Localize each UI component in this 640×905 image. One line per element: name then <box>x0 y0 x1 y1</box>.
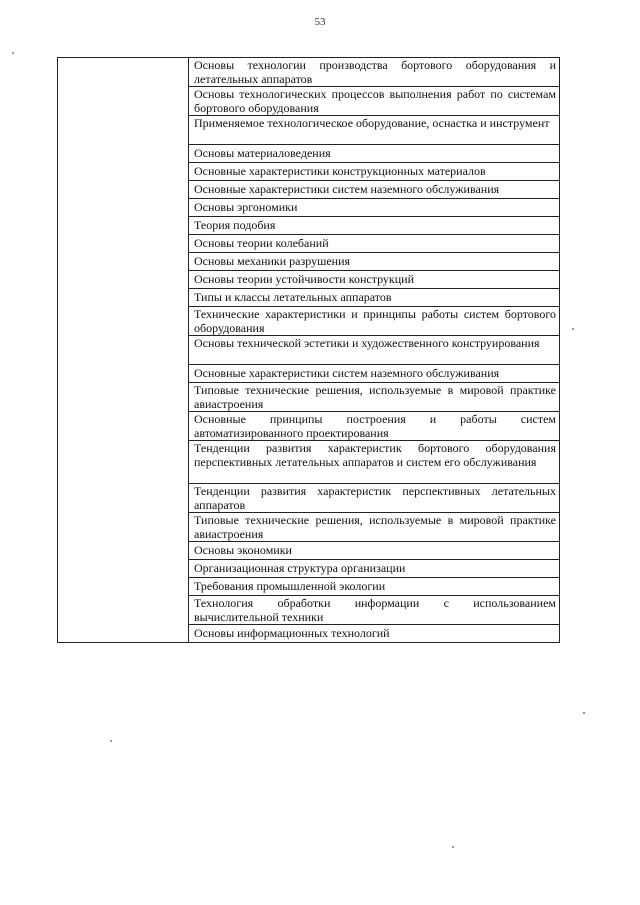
left-column-cell <box>58 58 189 643</box>
table-cell-item: Организационная структура организации <box>189 560 560 578</box>
table-cell-item: Основы материаловедения <box>189 145 560 163</box>
table-cell-item: Основные характеристики систем наземного обслуживания <box>189 181 560 199</box>
scan-speck <box>572 328 574 330</box>
table-cell-item: Основы технологических процессов выполнения работ по системам бортового оборудования <box>189 87 560 116</box>
table-row <box>58 58 560 87</box>
table-cell-item: Применяемое технологическое оборудование, оснастка и инструмент <box>189 116 560 145</box>
table-cell-item: Основные принципы построения и работы систем автоматизированного проектирования <box>189 412 560 441</box>
table-cell-item: Технология обработки информации с использованием вычислительной техники <box>189 596 560 625</box>
scan-speck <box>583 712 585 714</box>
page-number: 53 <box>314 16 326 28</box>
table-cell-item: Основы теории колебаний <box>189 235 560 253</box>
table-cell-item: Требования промышленной экологии <box>189 578 560 596</box>
scan-speck <box>12 52 14 54</box>
table-cell-item: Основные характеристики конструкционных материалов <box>189 163 560 181</box>
table-cell-item: Основы механики разрушения <box>189 253 560 271</box>
table-cell-item: Типы и классы летательных аппаратов <box>189 289 560 307</box>
table-cell-item: Основы технологии производства бортового оборудования и летательных аппаратов <box>189 58 560 87</box>
table-cell-item: Основы эргономики <box>189 199 560 217</box>
table-cell-item: Тенденции развития характеристик бортового оборудования перспективных летательных аппаратов и систем его обслуживания <box>189 441 560 484</box>
table-cell-item: Тенденции развития характеристик перспективных летательных аппаратов <box>189 484 560 513</box>
table-cell-item: Основы теории устойчивости конструкций <box>189 271 560 289</box>
table-cell-item: Основы технической эстетики и художественного конструирования <box>189 336 560 365</box>
table-cell-item: Типовые технические решения, используемые в мировой практике авиастроения <box>189 383 560 412</box>
table-cell-item: Теория подобия <box>189 217 560 235</box>
table-cell-item: Основы информационных технологий <box>189 625 560 643</box>
table-cell-item: Основы экономики <box>189 542 560 560</box>
scan-speck <box>110 740 112 742</box>
table-cell-item: Технические характеристики и принципы работы систем бортового оборудования <box>189 307 560 336</box>
scan-speck <box>452 846 454 848</box>
table-cell-item: Основные характеристики систем наземного обслуживания <box>189 365 560 383</box>
table-cell-item: Типовые технические решения, используемые в мировой практике авиастроения <box>189 513 560 542</box>
knowledge-table <box>57 57 560 643</box>
